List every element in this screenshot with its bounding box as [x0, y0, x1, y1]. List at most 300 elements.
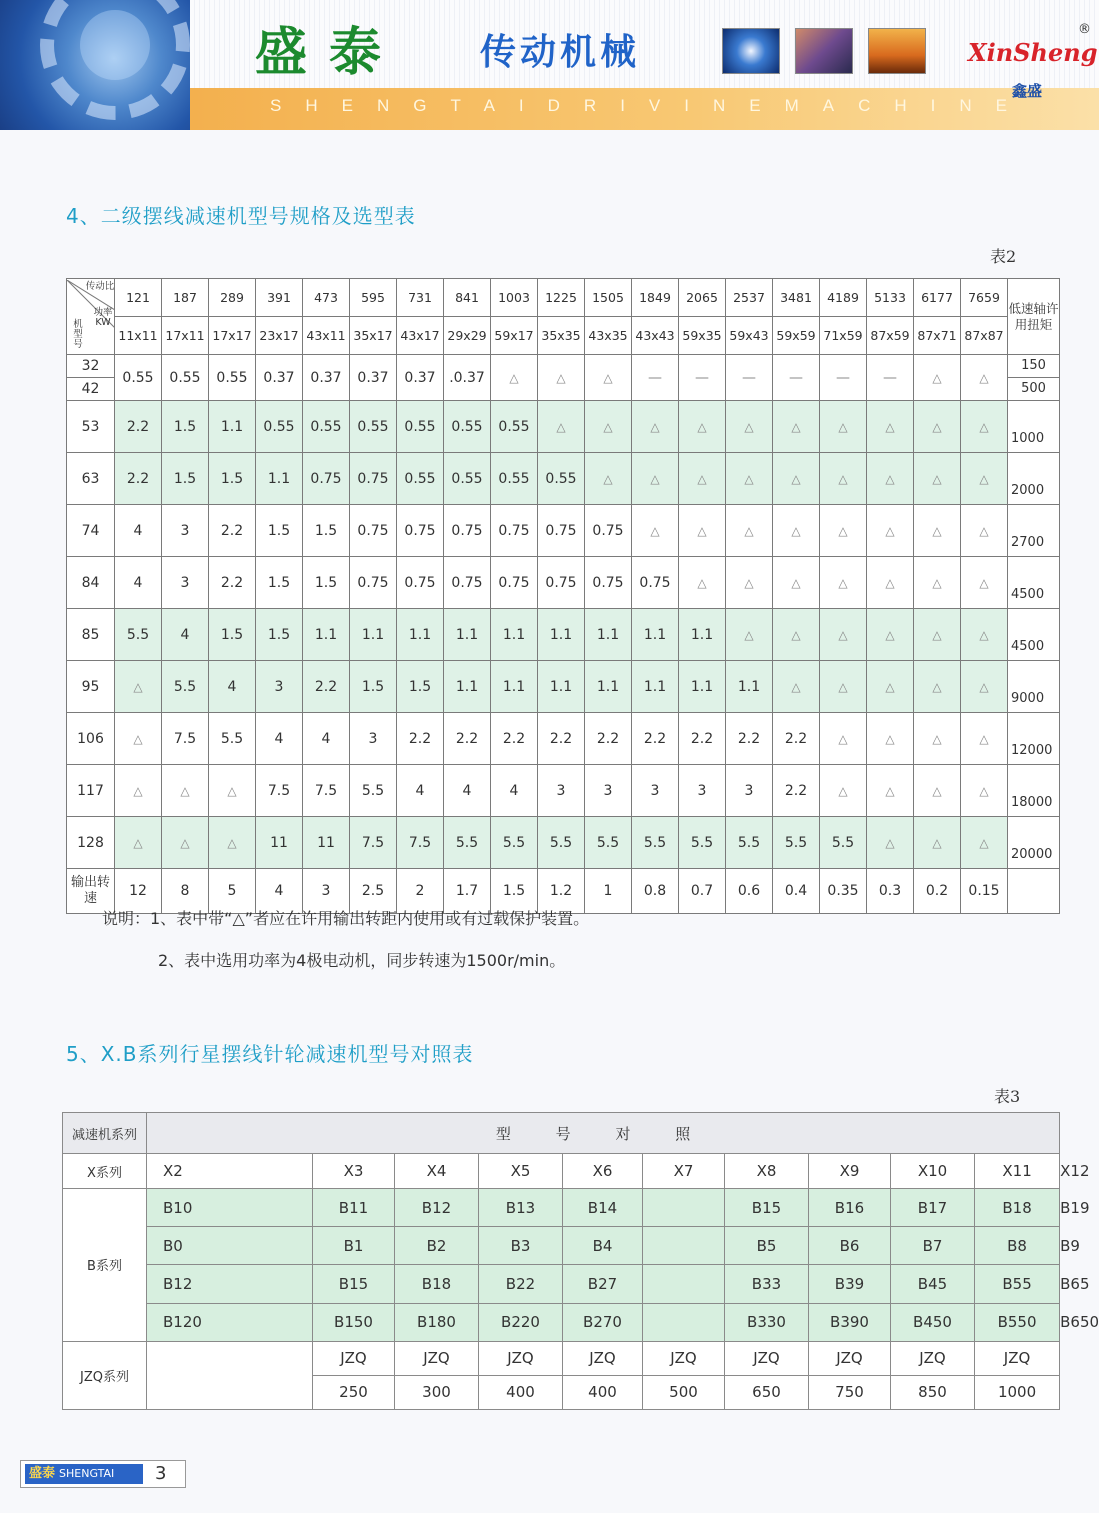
model-cell: 85	[67, 609, 115, 661]
b-model-cell: B150	[313, 1303, 395, 1341]
power-cell: △	[679, 453, 726, 505]
power-cell: 1.1	[491, 661, 538, 713]
power-cell: 1.5	[209, 609, 256, 661]
brand-english: SHENGTAIDRIVINEMACHINE	[270, 96, 1031, 115]
b-model-cell: B1	[313, 1227, 395, 1265]
power-cell: 2.2	[538, 713, 585, 765]
power-cell: △	[162, 765, 209, 817]
power-cell: 0.55	[256, 401, 303, 453]
power-cell: △	[679, 401, 726, 453]
footer-brand-cn: 盛泰	[29, 1466, 56, 1481]
output-speed-cell: 0.2	[914, 869, 961, 914]
power-cell: △	[961, 557, 1008, 609]
combo-header: 11x11	[115, 317, 162, 355]
crane-photo	[868, 28, 926, 74]
b-model-cell: B390	[809, 1303, 891, 1341]
torque-cell: 18000	[1008, 765, 1060, 817]
b-model-cell: B330	[725, 1303, 809, 1341]
power-cell: 2.2	[585, 713, 632, 765]
power-cell: 0.55	[444, 401, 491, 453]
power-cell: 3	[162, 557, 209, 609]
power-cell: △	[162, 817, 209, 869]
power-cell: 2.2	[773, 713, 820, 765]
power-cell: △	[914, 713, 961, 765]
power-cell: 0.55	[350, 401, 397, 453]
power-cell: △	[961, 355, 1008, 401]
output-speed-cell: 3	[303, 869, 350, 914]
power-cell: 3	[632, 765, 679, 817]
power-cell: △	[820, 453, 867, 505]
x-series-label: X系列	[63, 1154, 147, 1189]
x-model-cell: X3	[313, 1154, 395, 1189]
output-speed-cell: 0.15	[961, 869, 1008, 914]
torque-cell: 2700	[1008, 505, 1060, 557]
power-cell: 0.75	[444, 557, 491, 609]
output-speed-cell: 1.7	[444, 869, 491, 914]
power-cell: 2.2	[115, 401, 162, 453]
power-cell: 0.55	[303, 401, 350, 453]
empty-cell	[643, 1227, 725, 1265]
combo-header: 59x35	[679, 317, 726, 355]
model-cell: 117	[67, 765, 115, 817]
b-model-cell: B39	[809, 1265, 891, 1303]
logo-chinese: 鑫盛	[1012, 82, 1043, 100]
power-cell: △	[867, 661, 914, 713]
x-model-cell: X11	[975, 1154, 1060, 1189]
power-cell: 2.2	[209, 505, 256, 557]
keyboard-photo	[795, 28, 853, 74]
power-cell: △	[914, 557, 961, 609]
torque-500: 500	[1021, 381, 1046, 396]
power-cell: —	[679, 355, 726, 401]
power-cell: △	[961, 401, 1008, 453]
model-cell: 95	[67, 661, 115, 713]
power-cell: 2.2	[444, 713, 491, 765]
power-cell: △	[679, 505, 726, 557]
power-cell: △	[820, 713, 867, 765]
b-model-cell: B180	[395, 1303, 479, 1341]
power-cell: △	[961, 661, 1008, 713]
b-model-cell: B18	[395, 1265, 479, 1303]
power-cell: △	[867, 453, 914, 505]
x-model-cell: X4	[395, 1154, 479, 1189]
power-cell: △	[820, 661, 867, 713]
jzq-value-cell: 750	[809, 1375, 891, 1409]
output-speed-cell: 1.2	[538, 869, 585, 914]
jzq-value-cell: 250	[313, 1375, 395, 1409]
b-series-row: B0 B1 B2 B3 B4 B5 B6 B7 B8 B9	[63, 1227, 1060, 1265]
power-cell: .0.37	[444, 355, 491, 401]
power-cell: 5.5	[585, 817, 632, 869]
power-cell: 0.37	[397, 355, 444, 401]
power-cell: 3	[726, 765, 773, 817]
combo-header: 59x43	[726, 317, 773, 355]
power-cell: △	[209, 817, 256, 869]
power-cell: 3	[679, 765, 726, 817]
torque-cell: 12000	[1008, 713, 1060, 765]
selection-table	[66, 278, 1060, 914]
power-cell: 5.5	[491, 817, 538, 869]
model-cell: 63	[67, 453, 115, 505]
power-cell: 0.55	[162, 355, 209, 401]
power-cell: 5.5	[773, 817, 820, 869]
power-cell: △	[914, 609, 961, 661]
b-model-cell: B27	[563, 1265, 643, 1303]
power-cell: 1.1	[256, 453, 303, 505]
ratio-header: 5133	[867, 279, 914, 317]
b-model-cell: B11	[313, 1189, 395, 1227]
power-cell: 1.5	[256, 609, 303, 661]
x-model-cell: X10	[891, 1154, 975, 1189]
power-cell: 2.2	[679, 713, 726, 765]
output-speed-cell: 4	[256, 869, 303, 914]
power-cell: △	[867, 609, 914, 661]
power-cell: 1.5	[256, 505, 303, 557]
model-cell	[67, 355, 115, 401]
power-cell: △	[773, 401, 820, 453]
table-row	[67, 453, 1060, 505]
power-cell: 7.5	[350, 817, 397, 869]
table-row	[67, 355, 1060, 401]
empty-cell	[147, 1341, 313, 1409]
power-cell: △	[914, 661, 961, 713]
power-cell: 2.2	[115, 453, 162, 505]
combo-header: 71x59	[820, 317, 867, 355]
combo-header: 43x35	[585, 317, 632, 355]
power-label: 功率KW	[93, 306, 113, 328]
ratio-header: 1849	[632, 279, 679, 317]
output-speed-label: 输出转速	[67, 869, 115, 914]
table-row	[67, 401, 1060, 453]
table-row	[67, 713, 1060, 765]
power-cell: 5.5	[162, 661, 209, 713]
power-cell: 2.2	[632, 713, 679, 765]
series-header: 减速机系列	[63, 1113, 147, 1154]
output-speed-cell: 2.5	[350, 869, 397, 914]
power-cell: 1.5	[303, 505, 350, 557]
b-model-cell: B2	[395, 1227, 479, 1265]
power-cell: △	[867, 713, 914, 765]
power-cell: 2.2	[726, 713, 773, 765]
jzq-prefix-cell: JZQ	[809, 1341, 891, 1375]
footer-brand-en: SHENGTAI	[59, 1467, 115, 1480]
ratio-header: 4189	[820, 279, 867, 317]
brand-name: 盛泰	[255, 22, 404, 83]
power-cell: 5.5	[115, 609, 162, 661]
output-speed-cell: 0.7	[679, 869, 726, 914]
power-cell: △	[914, 505, 961, 557]
power-cell: 0.75	[538, 557, 585, 609]
output-speed-cell: 5	[209, 869, 256, 914]
power-cell: △	[115, 817, 162, 869]
power-cell: △	[773, 609, 820, 661]
power-cell: 4	[444, 765, 491, 817]
table-row	[67, 661, 1060, 713]
jzq-value-cell: 300	[395, 1375, 479, 1409]
combo-header: 35x17	[350, 317, 397, 355]
power-cell: △	[867, 817, 914, 869]
power-cell: —	[726, 355, 773, 401]
ratio-header: 841	[444, 279, 491, 317]
power-cell: 0.37	[303, 355, 350, 401]
power-cell: 0.55	[538, 453, 585, 505]
power-cell: 0.75	[350, 557, 397, 609]
b-model-cell: B0	[147, 1227, 313, 1265]
jzq-value-cell: 1000	[975, 1375, 1060, 1409]
power-cell: 3	[350, 713, 397, 765]
power-cell: 4	[491, 765, 538, 817]
empty-cell	[643, 1189, 725, 1227]
torque-cell: 4500	[1008, 609, 1060, 661]
b-model-cell: B5	[725, 1227, 809, 1265]
b-model-cell: B8	[975, 1227, 1060, 1265]
ratio-header: 7659	[961, 279, 1008, 317]
combo-header: 87x71	[914, 317, 961, 355]
b-model-cell: B12	[147, 1265, 313, 1303]
power-cell: 5.5	[726, 817, 773, 869]
power-cell: 0.55	[115, 355, 162, 401]
power-cell: △	[538, 401, 585, 453]
torque-cell: 1000	[1008, 401, 1060, 453]
table-3-label: 表3	[994, 1087, 1021, 1106]
b-model-cell: B4	[563, 1227, 643, 1265]
power-cell: 4	[256, 713, 303, 765]
power-cell: △	[726, 453, 773, 505]
power-cell: 0.55	[444, 453, 491, 505]
note-2: 2、表中选用功率为4极电动机，同步转速为1500r/min。	[158, 951, 566, 970]
b-model-cell: B450	[891, 1303, 975, 1341]
power-cell: 1.5	[303, 557, 350, 609]
combo-header: 43x17	[397, 317, 444, 355]
b-model-cell: B14	[563, 1189, 643, 1227]
power-cell: 1.1	[444, 661, 491, 713]
combo-header: 43x43	[632, 317, 679, 355]
combo-header: 87x59	[867, 317, 914, 355]
power-cell: △	[914, 453, 961, 505]
power-cell: 1.1	[350, 609, 397, 661]
power-cell: △	[867, 557, 914, 609]
torque-header: 低速轴许用扭矩	[1008, 279, 1060, 355]
power-cell: 5.5	[209, 713, 256, 765]
torque-cell	[1008, 355, 1060, 401]
power-cell: 0.55	[397, 401, 444, 453]
jzq-series-label: JZQ系列	[63, 1341, 147, 1409]
ratio-header: 289	[209, 279, 256, 317]
b-series-row: B120 B150 B180 B220 B270 B330 B390 B450 B550 B650	[63, 1303, 1060, 1341]
power-cell: △	[961, 713, 1008, 765]
power-cell: 2.2	[397, 713, 444, 765]
power-cell: △	[820, 505, 867, 557]
x-model-cell: X8	[725, 1154, 809, 1189]
power-cell: 7.5	[256, 765, 303, 817]
output-speed-cell: 12	[115, 869, 162, 914]
model-cell: 74	[67, 505, 115, 557]
power-cell: 1.1	[632, 661, 679, 713]
torque-cell: 9000	[1008, 661, 1060, 713]
b-series-row: B12 B15 B18 B22 B27 B33 B39 B45 B55 B65	[63, 1265, 1060, 1303]
jzq-value-cell: 400	[563, 1375, 643, 1409]
power-cell: 0.55	[491, 453, 538, 505]
ratio-header: 1003	[491, 279, 538, 317]
torque-150: 150	[1008, 355, 1059, 378]
torque-cell: 2000	[1008, 453, 1060, 505]
b-model-cell: B18	[975, 1189, 1060, 1227]
output-speed-cell: 1	[585, 869, 632, 914]
footer-brand	[25, 1464, 143, 1484]
empty-cell	[643, 1303, 725, 1341]
jzq-prefix-cell: JZQ	[313, 1341, 395, 1375]
jzq-prefix-cell: JZQ	[395, 1341, 479, 1375]
output-speed-cell: 2	[397, 869, 444, 914]
combo-header: 59x17	[491, 317, 538, 355]
combo-header: 59x59	[773, 317, 820, 355]
power-cell: 0.55	[397, 453, 444, 505]
power-cell: △	[632, 401, 679, 453]
output-speed-cell: 0.8	[632, 869, 679, 914]
output-speed-cell: 8	[162, 869, 209, 914]
power-cell: 0.75	[397, 557, 444, 609]
page-header	[0, 0, 1099, 130]
b-series-row: B系列 B10 B11 B12 B13 B14 B15 B16 B17 B18 B19	[63, 1189, 1060, 1227]
ratio-header: 2537	[726, 279, 773, 317]
b-model-cell: B17	[891, 1189, 975, 1227]
power-cell: 1.5	[256, 557, 303, 609]
torque-cell: 20000	[1008, 817, 1060, 869]
combo-header: 17x11	[162, 317, 209, 355]
b-model-cell: B15	[313, 1265, 395, 1303]
output-speed-cell: 0.35	[820, 869, 867, 914]
power-cell: △	[726, 609, 773, 661]
power-cell: 0.75	[538, 505, 585, 557]
power-cell: △	[867, 401, 914, 453]
power-cell: △	[961, 817, 1008, 869]
jzq-row	[63, 1341, 1060, 1375]
power-cell: △	[726, 401, 773, 453]
power-cell: △	[679, 557, 726, 609]
ratio-header: 121	[115, 279, 162, 317]
model-cell: 128	[67, 817, 115, 869]
gear-hub-shape	[80, 10, 150, 80]
power-cell: 1.1	[726, 661, 773, 713]
table-row	[67, 817, 1060, 869]
power-cell: △	[914, 401, 961, 453]
power-cell: —	[820, 355, 867, 401]
b-model-cell: B220	[479, 1303, 563, 1341]
power-cell: △	[585, 401, 632, 453]
power-cell: 4	[162, 609, 209, 661]
power-cell: △	[115, 765, 162, 817]
power-cell: —	[632, 355, 679, 401]
power-cell: △	[773, 557, 820, 609]
power-cell: 0.75	[491, 505, 538, 557]
power-cell: 0.37	[350, 355, 397, 401]
ratio-header: 3481	[773, 279, 820, 317]
power-cell: △	[961, 505, 1008, 557]
b-model-cell: B10	[147, 1189, 313, 1227]
power-cell: 4	[397, 765, 444, 817]
model-cell: 53	[67, 401, 115, 453]
power-cell: 0.75	[303, 453, 350, 505]
b-model-cell: B45	[891, 1265, 975, 1303]
power-cell: △	[773, 661, 820, 713]
jzq-prefix-cell: JZQ	[479, 1341, 563, 1375]
power-cell: 0.55	[209, 355, 256, 401]
power-cell: 1.5	[397, 661, 444, 713]
power-cell: 1.1	[538, 609, 585, 661]
output-speed-cell: 0.6	[726, 869, 773, 914]
power-cell: △	[209, 765, 256, 817]
b-model-cell: B22	[479, 1265, 563, 1303]
power-cell: 5.5	[538, 817, 585, 869]
power-cell: 1.1	[632, 609, 679, 661]
ratio-header: 6177	[914, 279, 961, 317]
section-5-title: 5、X.B系列行星摆线针轮减速机型号对照表	[66, 1042, 474, 1066]
power-cell: 0.75	[350, 505, 397, 557]
model-42: 42	[81, 381, 100, 397]
ratio-header: 2065	[679, 279, 726, 317]
section-4-title: 4、二级摆线减速机型号规格及选型表	[66, 204, 416, 228]
power-cell: 7.5	[303, 765, 350, 817]
b-model-cell: B13	[479, 1189, 563, 1227]
empty-cell	[643, 1265, 725, 1303]
power-cell: △	[491, 355, 538, 401]
power-cell: 0.75	[632, 557, 679, 609]
jzq-value-cell: 500	[643, 1375, 725, 1409]
power-cell: 1.5	[162, 401, 209, 453]
power-cell: 1.5	[162, 453, 209, 505]
x-model-cell: X9	[809, 1154, 891, 1189]
x-model-cell: X6	[563, 1154, 643, 1189]
registered-mark: ®	[1078, 22, 1091, 37]
power-cell: △	[632, 453, 679, 505]
power-cell: 0.75	[397, 505, 444, 557]
table-row	[67, 505, 1060, 557]
power-cell: △	[961, 765, 1008, 817]
jzq-value-cell: 650	[725, 1375, 809, 1409]
ratio-header: 1225	[538, 279, 585, 317]
torque-cell: 4500	[1008, 557, 1060, 609]
x-model-cell: X2	[147, 1154, 313, 1189]
power-cell: 1.5	[209, 453, 256, 505]
power-cell: 5.5	[350, 765, 397, 817]
jzq-prefix-cell: JZQ	[975, 1341, 1060, 1375]
ratio-label: 传动比	[85, 280, 114, 292]
power-cell: 2.2	[303, 661, 350, 713]
power-cell: 4	[303, 713, 350, 765]
model-cell: 84	[67, 557, 115, 609]
jzq-value-cell: 850	[891, 1375, 975, 1409]
corner-cell	[67, 279, 115, 355]
power-cell: 3	[256, 661, 303, 713]
power-cell: 1.1	[679, 661, 726, 713]
power-cell: △	[585, 355, 632, 401]
gear-banner-image	[0, 0, 190, 130]
power-cell: △	[820, 401, 867, 453]
power-cell: △	[773, 453, 820, 505]
b-model-cell: B120	[147, 1303, 313, 1341]
model-cell: 106	[67, 713, 115, 765]
power-cell: △	[538, 355, 585, 401]
output-speed-cell: 0.3	[867, 869, 914, 914]
ratio-header: 595	[350, 279, 397, 317]
model-32: 32	[67, 355, 114, 378]
power-cell: △	[914, 765, 961, 817]
power-cell: 1.1	[585, 609, 632, 661]
jzq-value-cell: 400	[479, 1375, 563, 1409]
b-model-cell: B33	[725, 1265, 809, 1303]
power-cell: —	[867, 355, 914, 401]
page-number: 3	[155, 1463, 167, 1484]
